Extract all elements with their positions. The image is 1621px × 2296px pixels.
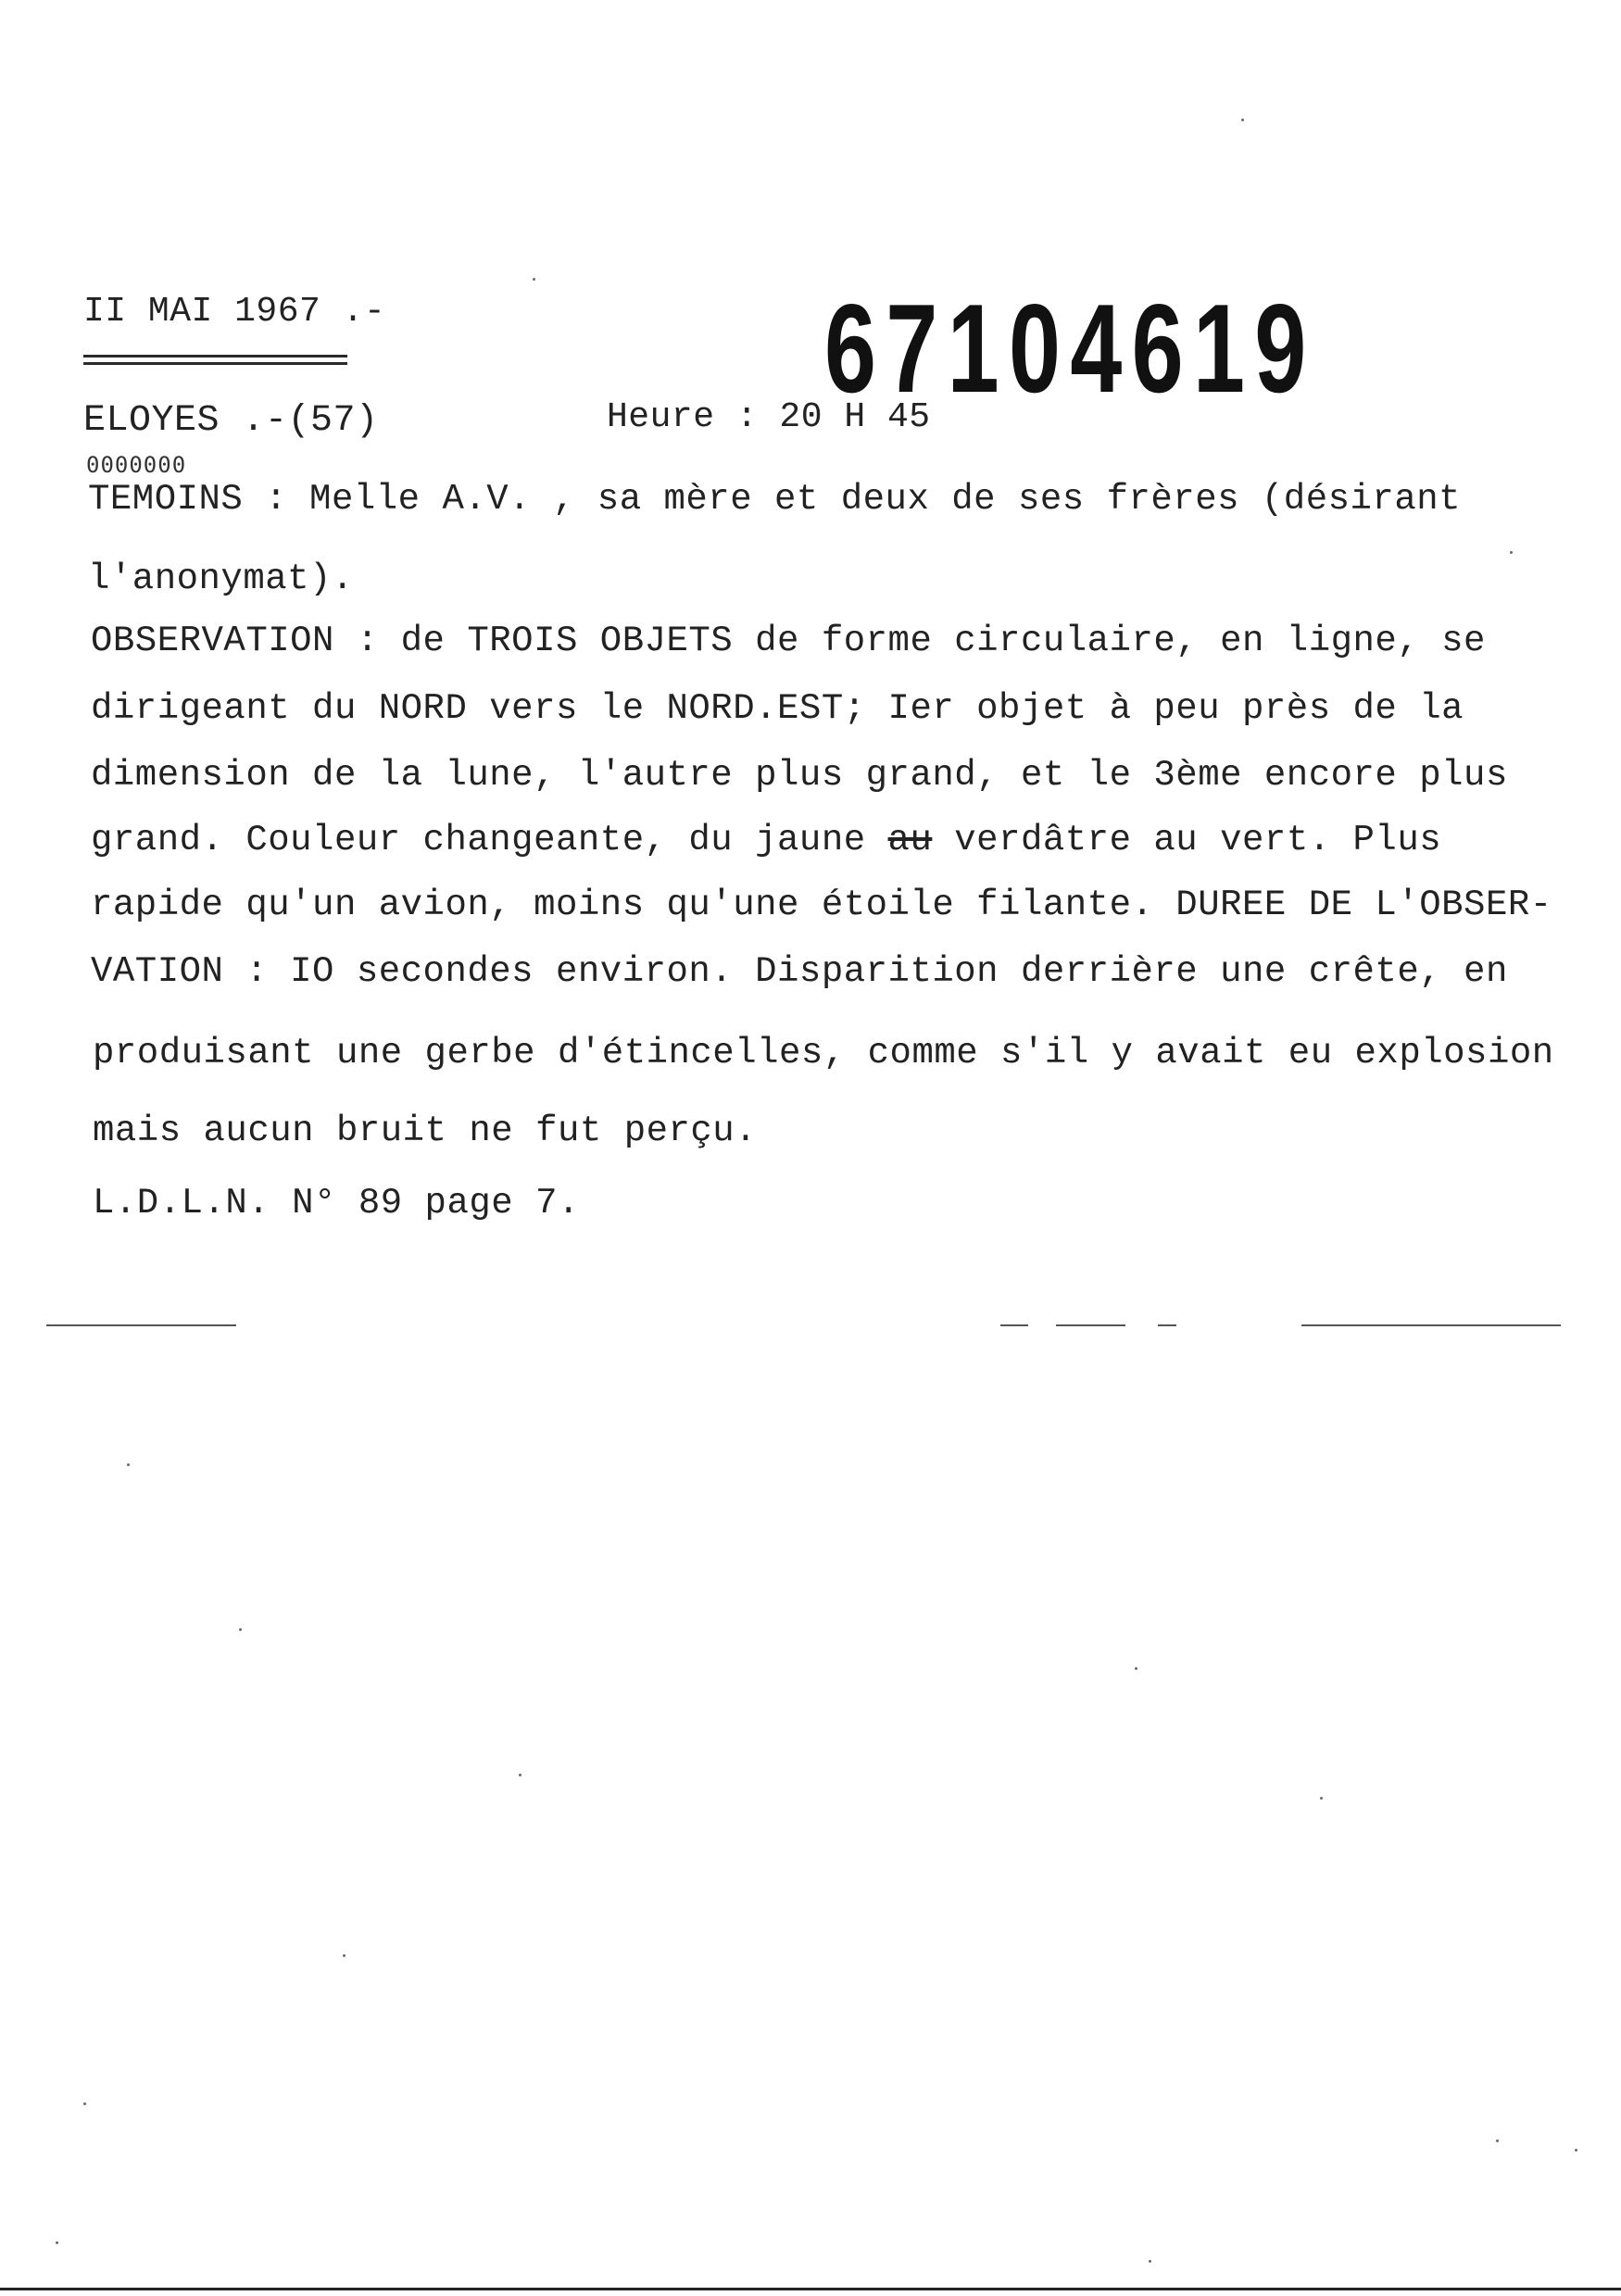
scan-speck (1241, 119, 1244, 121)
scan-speck (343, 1954, 346, 1957)
observation-line-4-start: grand. Couleur changeante, du jaune (91, 820, 888, 860)
observation-line-1: OBSERVATION : de TROIS OBJETS de forme circulaire, en ligne, se (91, 621, 1486, 661)
scan-speck (533, 278, 535, 281)
scan-speck (239, 1628, 242, 1631)
witnesses-line-1: TEMOINS : Melle A.V. , sa mère et deux de ses frères (désirant (88, 479, 1462, 520)
reference-number-stamp: 67104619 (824, 278, 1316, 419)
scan-speck (1149, 2260, 1151, 2263)
observation-line-2: dirigeant du NORD vers le NORD.EST; Ier objet à peu près de la (91, 688, 1464, 729)
scan-speck (1496, 2139, 1499, 2142)
separator-segment-mid-3 (1158, 1324, 1176, 1326)
observation-line-4 (91, 822, 1441, 859)
location-underline-circles: 0000000 (86, 452, 187, 478)
report-date: II MAI 1967 .- (83, 292, 386, 332)
time-of-observation: Heure : 20 H 45 (607, 397, 931, 437)
observation-line-3: dimension de la lune, l'autre plus grand, et le 3ème encore plus (91, 755, 1508, 796)
separator-segment-right (1301, 1324, 1561, 1326)
observation-line-6: VATION : IO secondes environ. Disparition derrière une crête, en (91, 951, 1508, 992)
scan-speck (1135, 1667, 1137, 1670)
separator-segment-mid-2 (1056, 1324, 1125, 1326)
scan-speck (1510, 551, 1513, 554)
location-heading: ELOYES .-(57) (83, 400, 379, 442)
scan-speck (56, 2241, 58, 2244)
scan-speck (519, 1774, 521, 1776)
struck-out-word: au (887, 820, 933, 860)
observation-line-5: rapide qu'un avion, moins qu'une étoile filante. DUREE DE L'OBSER- (91, 885, 1552, 925)
observation-line-7: produisant une gerbe d'étincelles, comme s'il y avait eu explosion (93, 1033, 1554, 1073)
scan-speck (83, 2102, 86, 2105)
witnesses-line-2: l'anonymat). (88, 558, 354, 599)
scan-speck (1575, 2149, 1577, 2152)
observation-line-8: mais aucun bruit ne fut perçu. (93, 1110, 758, 1151)
scan-speck (127, 1463, 130, 1466)
observation-line-4-end: verdâtre au vert. Plus (932, 820, 1442, 860)
source-reference: L.D.L.N. N° 89 page 7. (93, 1183, 580, 1223)
date-underline-1 (83, 355, 347, 358)
date-underline-2 (83, 362, 347, 365)
separator-segment-left (46, 1324, 236, 1326)
scan-speck (1320, 1797, 1323, 1800)
bottom-edge-rule (0, 2288, 1621, 2290)
separator-segment-mid-1 (1000, 1324, 1028, 1326)
